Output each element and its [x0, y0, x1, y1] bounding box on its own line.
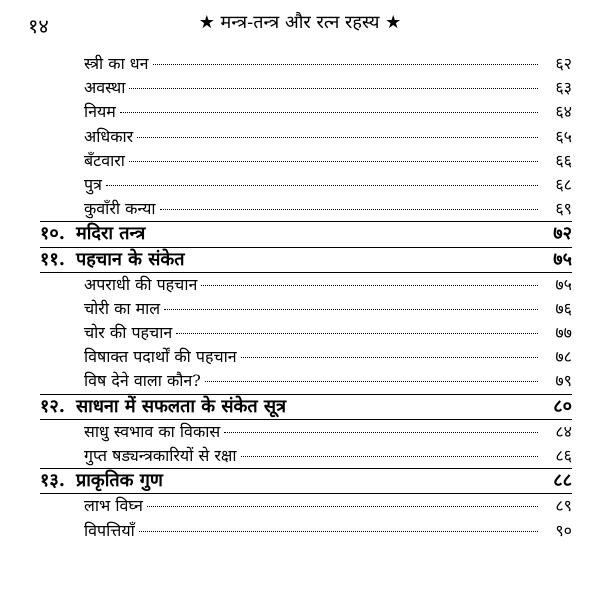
toc-page-number: ६५: [555, 126, 572, 146]
dot-leader: [205, 381, 538, 382]
dot-leader: [139, 531, 538, 532]
dot-leader: [176, 333, 538, 334]
toc-entry-title: प्राकृतिक गुण: [76, 470, 163, 492]
toc-entry-title: नियम: [84, 102, 116, 122]
toc-chapter-number: ११.: [40, 248, 65, 270]
dot-leader: [241, 357, 538, 358]
dot-leader: [137, 137, 538, 138]
dot-leader: [153, 64, 538, 65]
toc-entry-row: [40, 173, 572, 197]
page-number: १४: [28, 14, 49, 38]
dot-leader: [241, 456, 538, 457]
toc-entry-row: [40, 345, 572, 369]
toc-page-number: ८९: [555, 496, 572, 516]
toc-page-number: ७६: [555, 298, 572, 318]
toc-entry-row: [40, 197, 572, 221]
toc-chapter-row: [40, 468, 572, 493]
toc-entry-row: [40, 76, 572, 100]
toc-page-number: ७२: [553, 223, 572, 245]
toc-entry-row: [40, 100, 572, 124]
toc-page-number: ७९: [555, 371, 572, 391]
toc-entry-title: विषाक्त पदार्थों की पहचान: [84, 347, 237, 367]
toc-page-number: ६८: [555, 174, 572, 194]
toc-entry-title: अपराधी की पहचान: [84, 274, 198, 294]
dot-leader: [160, 209, 538, 210]
toc-entry-title: पुत्र: [84, 174, 102, 194]
toc-entry-title: अवस्था: [84, 78, 126, 98]
toc-page-number: ९०: [555, 520, 572, 540]
toc-page-number: ८८: [553, 470, 572, 492]
toc-entry-title: चोरी का माल: [84, 298, 161, 318]
toc-page-number: ६९: [555, 199, 572, 219]
toc-entry-row: [40, 519, 572, 543]
toc-entry-title: बँटवारा: [84, 150, 125, 170]
toc-page-number: ६६: [555, 150, 572, 170]
toc-entry-title: चोर की पहचान: [84, 323, 173, 343]
toc-entry-row: [40, 369, 572, 393]
toc-entry-title: अधिकार: [84, 126, 134, 146]
toc-entry-title: विपत्तियाँ: [84, 520, 135, 540]
toc-page-number: ८४: [555, 421, 572, 441]
dot-leader: [147, 506, 538, 507]
toc-entry-title: पहचान के संकेत: [76, 248, 185, 270]
toc-entry-title: विष देने वाला कौन?: [84, 371, 201, 391]
toc-entry-row: [40, 149, 572, 173]
toc-page-number: ८६: [555, 446, 572, 465]
toc-entry-title: कुवाँरी कन्या: [84, 199, 156, 219]
toc-chapter-row: [40, 247, 572, 272]
toc-page-number: ६४: [555, 102, 572, 122]
toc-page-number: ७५: [555, 274, 572, 294]
toc-entry-row: [40, 493, 572, 518]
toc-page-number: ८०: [553, 395, 572, 417]
toc-page-number: ६२: [555, 54, 572, 73]
toc-page-number: ६३: [555, 78, 572, 98]
toc-chapter-number: १३.: [40, 470, 65, 492]
toc-entry-row: [40, 125, 572, 149]
toc-entry-row: [40, 297, 572, 321]
toc-entry-title: गुप्त षड्यन्त्रकारियों से रक्षा: [84, 446, 237, 465]
dot-leader: [106, 185, 538, 186]
toc-entry-row: [40, 321, 572, 345]
toc-page-number: ७८: [555, 347, 572, 367]
toc-chapter-row: [40, 221, 572, 246]
dot-leader: [201, 285, 538, 286]
toc-chapter-row: [40, 394, 572, 419]
toc-page-number: ७५: [553, 248, 572, 270]
toc-chapter-number: १०.: [40, 223, 65, 245]
toc-entry-row: [40, 52, 572, 76]
dot-leader: [120, 112, 538, 113]
toc-entry-title: साधु स्वभाव का विकास: [84, 421, 221, 441]
toc-entry-title: साधना में सफलता के संकेत सूत्र: [76, 395, 286, 417]
toc-entry-row: [40, 444, 572, 468]
toc-page-number: ७७: [555, 323, 572, 343]
toc-entry-title: स्त्री का धन: [84, 54, 149, 73]
dot-leader: [224, 432, 538, 433]
dot-leader: [164, 309, 538, 310]
table-of-contents: [40, 52, 572, 543]
toc-entry-row: [40, 419, 572, 444]
dot-leader: [129, 88, 538, 89]
toc-entry-title: मदिरा तन्त्र: [76, 223, 146, 245]
dot-leader: [129, 161, 538, 162]
toc-entry-title: लाभ विघ्न: [84, 496, 143, 516]
toc-entry-row: [40, 272, 572, 297]
toc-chapter-number: १२.: [40, 395, 65, 417]
running-header: ★ मन्त्र-तन्त्र और रत्न रहस्य ★: [198, 12, 402, 33]
